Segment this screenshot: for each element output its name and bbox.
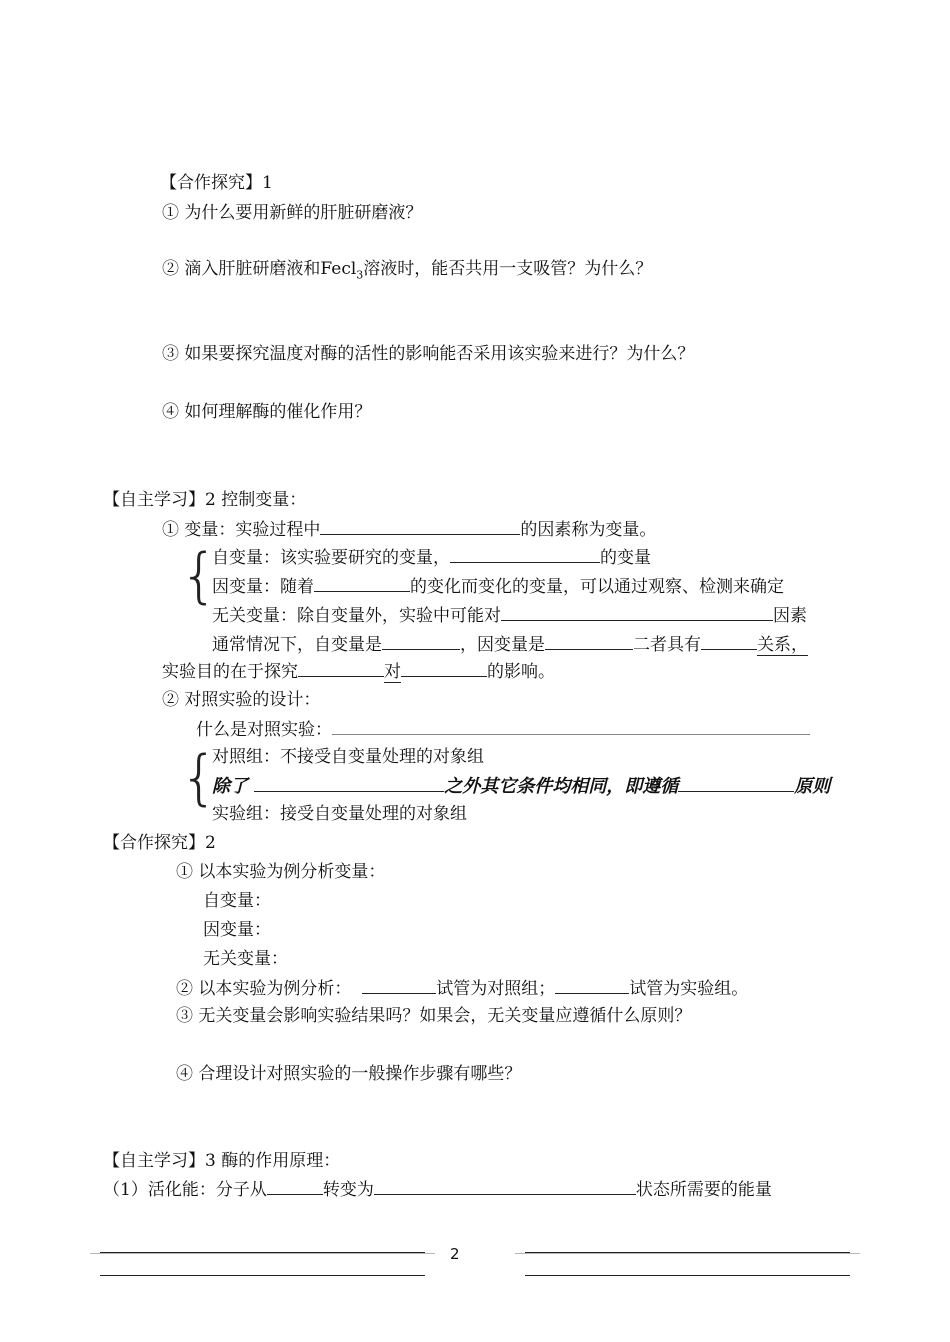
usual-a: 通常情况下，自变量是: [212, 635, 382, 655]
ctrl-what-label: 什么是对照实验：: [196, 720, 332, 740]
ae-a2: 转变为: [322, 1180, 374, 1200]
goal-c: 的影响。: [487, 662, 555, 682]
dep-b: 的变化而变化的变量，可以通过观察、检测来确定: [410, 577, 784, 597]
control-experiment-what: [196, 718, 810, 741]
usual-d: 关系，: [757, 635, 808, 655]
blank: [332, 718, 810, 735]
except-a: 除了: [212, 776, 248, 797]
blank: [545, 633, 633, 650]
question-2-pre: ② 滴入肝脏研磨液和Fecl: [162, 259, 357, 279]
question-4: ④ 如何理解酶的催化作用？: [162, 402, 372, 422]
q2-c: 试管为实验组。: [629, 979, 749, 999]
blank: [362, 977, 436, 994]
question-2-sub: 3: [356, 268, 364, 282]
variable-def-b: 的因素称为变量。: [520, 520, 657, 540]
dependent-variable: [212, 575, 784, 598]
footer-rule-right-lower: [525, 1275, 850, 1276]
control-group: 对照组：不接受自变量处理的对象组: [212, 747, 484, 767]
question-3: ③ 如果要探究温度对酶的活性的影响能否采用该实验来进行？为什么？: [162, 344, 695, 364]
coop2-question-4: ④ 合理设计对照实验的一般操作步骤有哪些？: [176, 1064, 522, 1084]
ae-a1: （1）活化能：分子从: [103, 1180, 267, 1200]
blank: [401, 660, 487, 677]
coop2-question-2: [176, 977, 748, 1000]
variable-definition: [162, 518, 656, 541]
blank: [298, 660, 384, 677]
coop2-dep: 因变量：: [203, 920, 271, 940]
except-b: 之外其它条件均相同，即遵循: [444, 776, 679, 797]
blank: [254, 775, 444, 792]
usual-c: 二者具有: [633, 635, 701, 655]
footer-rule-right: [525, 1252, 850, 1253]
control-experiment-title: ② 对照实验的设计：: [162, 690, 321, 710]
blank: [501, 604, 773, 621]
blank: [555, 977, 629, 994]
section-heading-coop-2: 【合作探究】2: [103, 833, 216, 853]
left-brace: {: [180, 541, 219, 611]
page-number: 2: [450, 1245, 460, 1263]
coop2-question-3: ③ 无关变量会影响实验结果吗？如果会，无关变量应遵循什么原则？: [176, 1006, 692, 1026]
blank: [374, 1178, 636, 1195]
irr-b: 因素: [773, 606, 807, 626]
indep-b: 的变量: [600, 548, 651, 568]
section-heading-self-2: 【自主学习】2 控制变量：: [103, 490, 307, 510]
blank: [678, 775, 794, 792]
section-heading-coop-1: 【合作探究】1: [160, 173, 273, 193]
irr-a: 无关变量：除自变量外，实验中可能对: [212, 606, 501, 626]
goal-b: 对: [384, 662, 401, 682]
blank: [450, 546, 600, 563]
question-2: [162, 258, 652, 286]
dep-a: 因变量：随着: [212, 577, 314, 597]
left-brace: {: [180, 743, 219, 813]
blank: [314, 575, 410, 592]
footer-rule-left-blue: [90, 1253, 435, 1254]
coop2-indep: 自变量：: [203, 891, 271, 911]
coop2-irr: 无关变量：: [203, 949, 288, 969]
question-2-post: 溶液时，能否共用一支吸管？为什么？: [363, 259, 653, 279]
indep-a: 自变量：该实验要研究的变量，: [212, 548, 450, 568]
activation-energy: [103, 1178, 772, 1201]
blank: [320, 518, 520, 535]
experiment-group: 实验组：接受自变量处理的对象组: [212, 804, 467, 824]
section-heading-self-3: 【自主学习】3 酶的作用原理：: [103, 1151, 341, 1171]
usual-relation: [212, 633, 808, 656]
coop2-question-1: ① 以本实验为例分析变量：: [176, 862, 386, 882]
irrelevant-variable: [212, 604, 807, 627]
blank: [267, 1178, 323, 1195]
q2-b: 试管为对照组；: [436, 979, 556, 999]
except-c: 原则: [794, 776, 831, 797]
blank: [701, 633, 757, 650]
q2-a: ② 以本实验为例分析：: [176, 979, 352, 999]
blank: [382, 633, 460, 650]
ae-a3: 状态所需要的能量: [635, 1180, 772, 1200]
footer-rule-right-blue: [515, 1253, 860, 1254]
experiment-goal: [162, 660, 555, 683]
footer-rule-left: [100, 1252, 425, 1253]
footer-rule-left-lower: [100, 1275, 425, 1276]
goal-a: 实验目的在于探究: [162, 662, 298, 682]
variable-def-a: ① 变量：实验过程中: [162, 520, 321, 540]
usual-b: ，因变量是: [460, 635, 545, 655]
question-1: ① 为什么要用新鲜的肝脏研磨液？: [162, 203, 423, 223]
except-principle: [212, 775, 830, 798]
independent-variable: [212, 546, 651, 569]
